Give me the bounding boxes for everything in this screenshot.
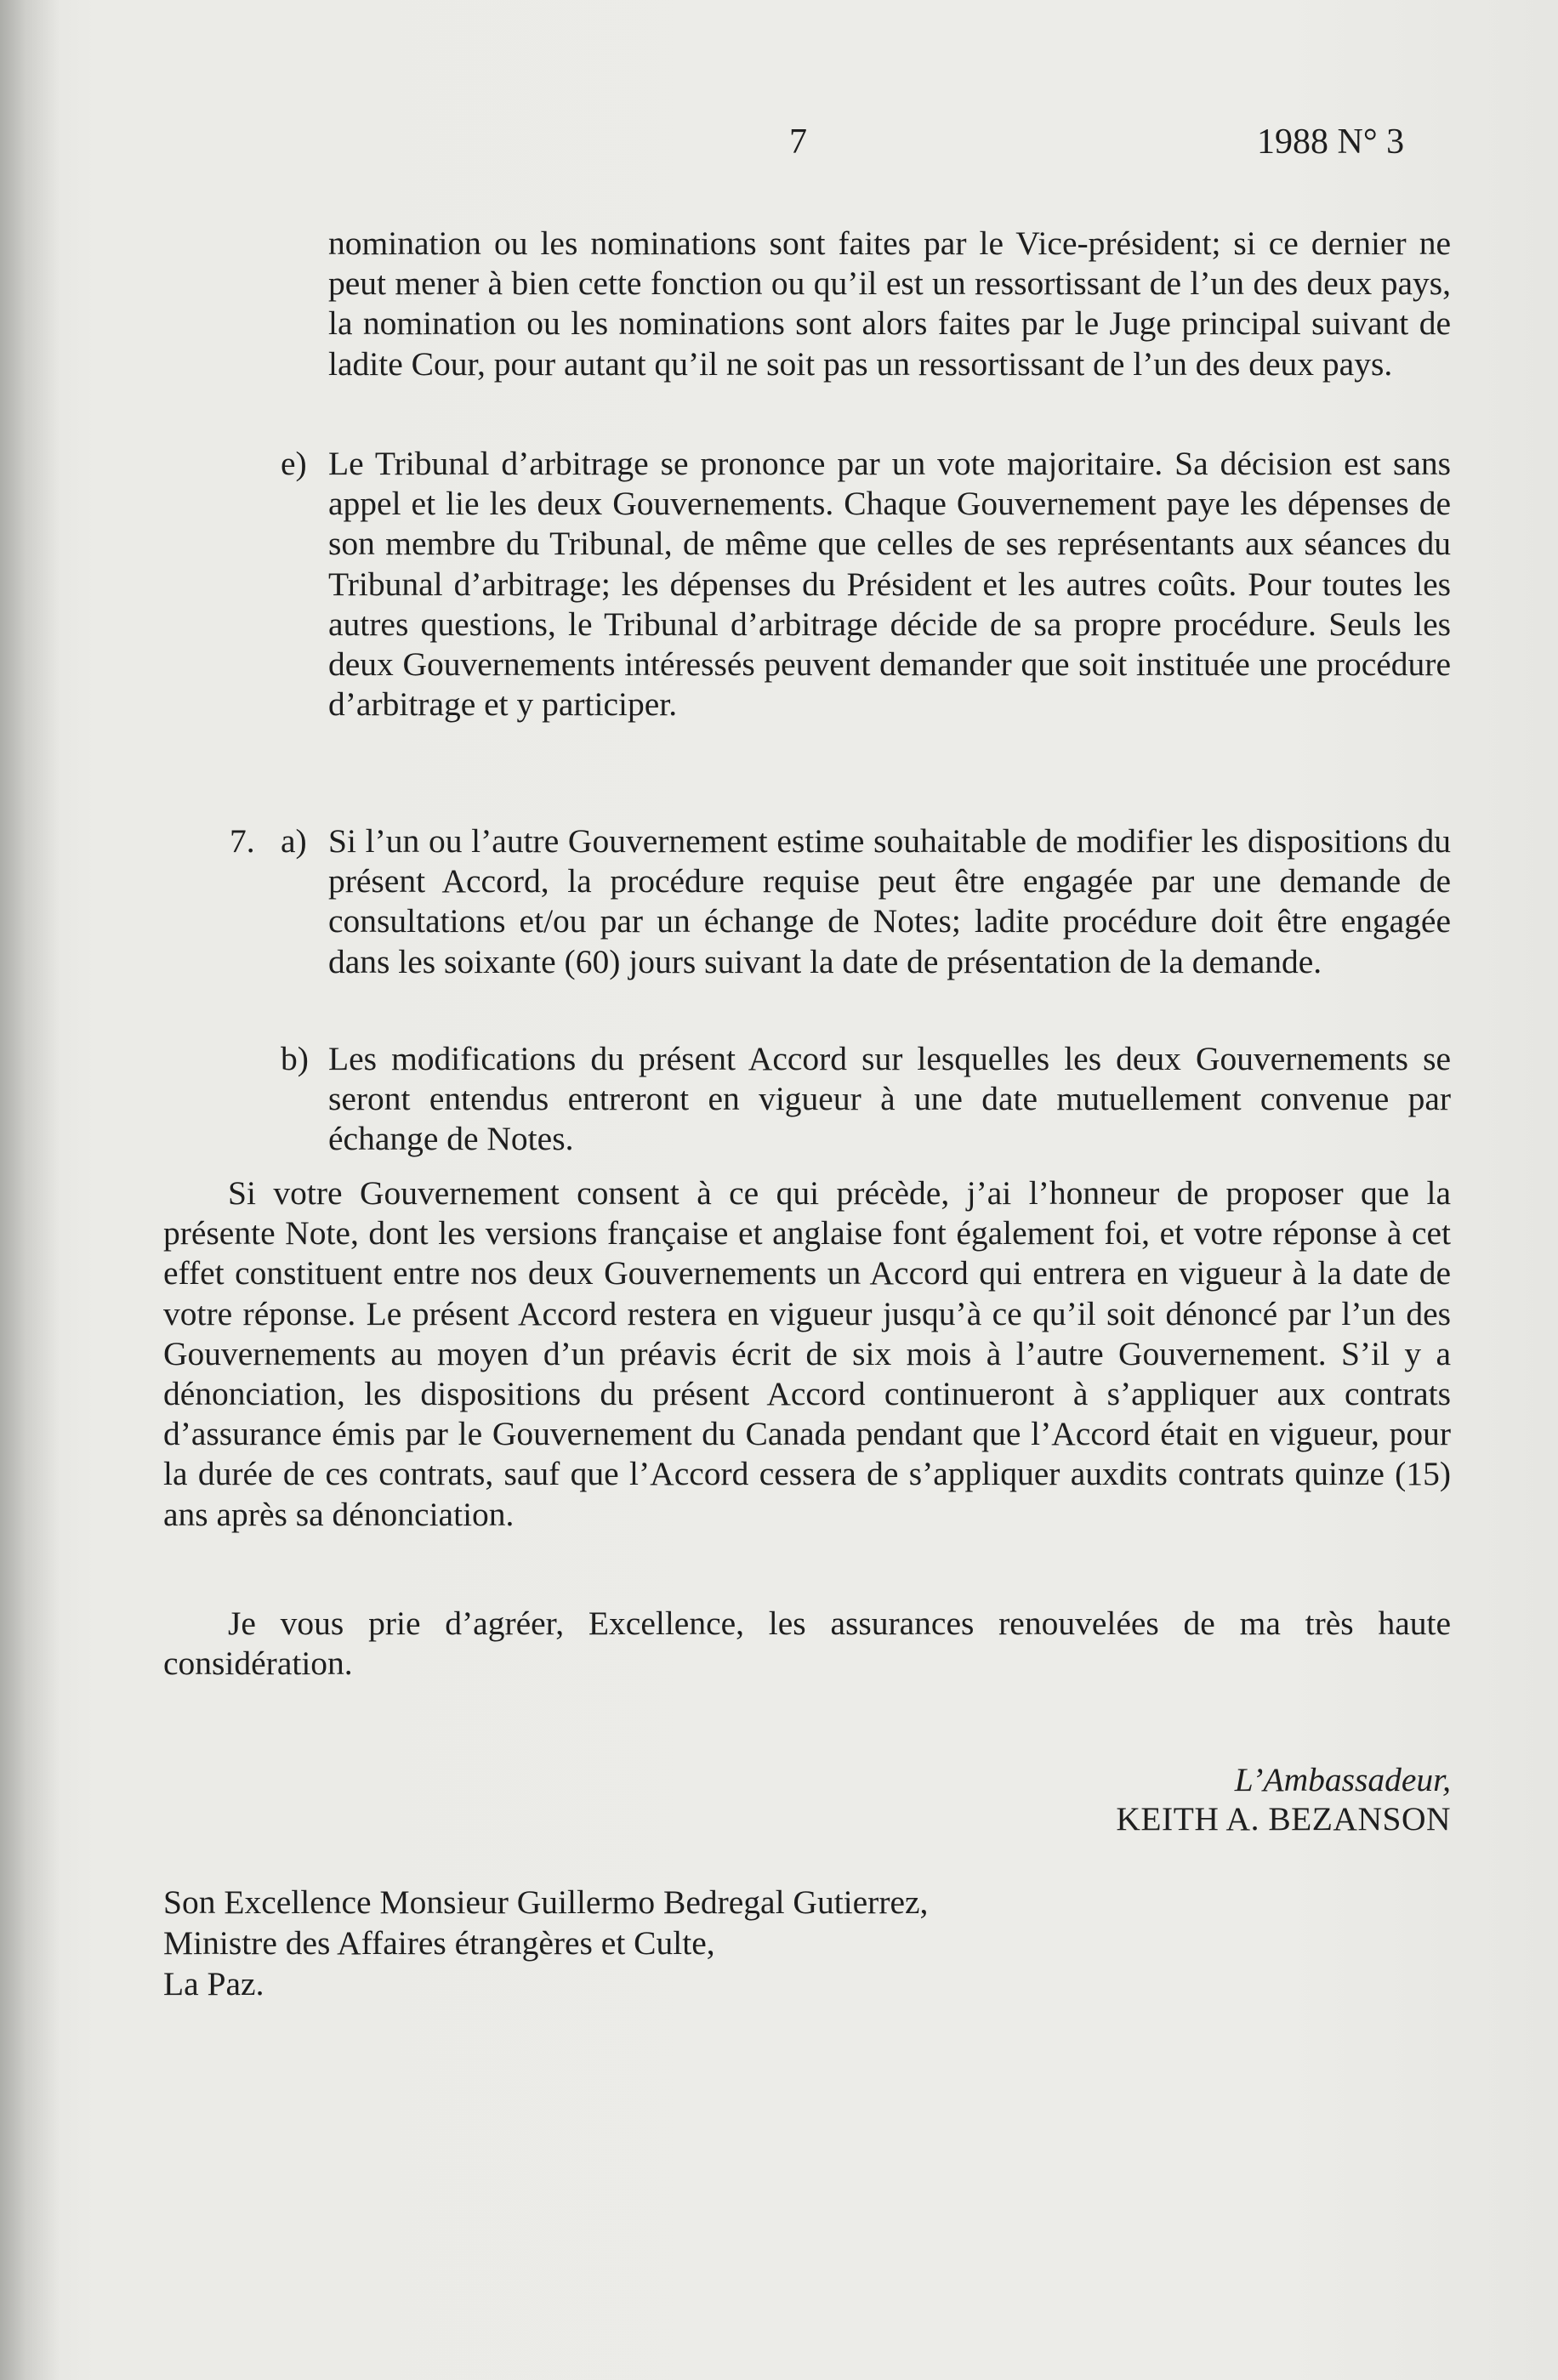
paragraph-nomination: nomination ou les nominations sont faites par le Vice-président; si ce dernier ne peut mener à bien cette fonction ou qu’il est un ressortissant de l’un des deux pays, la nomination ou les nominations sont alors faites par le Juge principal suivant de ladite Cour, pour autant qu’il ne soit pas un ressortissant de l’un des deux pays. <box>328 224 1451 383</box>
signature-name: KEITH A. BEZANSON <box>1116 1800 1451 1838</box>
item-e-text: Le Tribunal d’arbitrage se prononce par un vote majoritaire. Sa décision est sans appel et lie les deux Gouvernements. Chaque Gouvernement paye les dépenses de son membre du Tribunal, de même que celles de ses représentants aux séances du Tribunal d’arbitrage; les dépenses du Président et les autres coûts. Pour toutes les autres questions, le Tribunal d’arbitrage décide de sa propre procédure. Seuls les deux Gouvernements intéressés peuvent demander que soit instituée une procédure d’arbitrage et y participer. <box>328 445 1451 724</box>
series-issue-label: 1988 N° 3 <box>1257 122 1405 162</box>
page-number: 7 <box>789 122 807 162</box>
item-7a-text: Si l’un ou l’autre Gouvernement estime souhaitable de modifier les dispositions du présent Accord, la procédure requise peut être engagée par une demande de consultations et/ou par un échange de Notes; ladite procédure doit être engagée dans les soixante (60) jours suivant la date de présentation de la demande. <box>328 822 1451 980</box>
paragraph-agreement: Si votre Gouvernement consent à ce qui précède, j’ai l’honneur de proposer que la présente Note, dont les versions française et anglaise font également foi, et votre réponse à cet effet constituent entre nos deux Gouvernements un Accord qui entrera en vigueur à la date de votre réponse. Le présent Accord restera en vigueur jusqu’à ce qu’il soit dénoncé par l’un des Gouvernements au moyen d’un préavis écrit de six mois à l’autre Gouvernement. S’il y a dénonciation, les dispositions du présent Accord continueront à s’appliquer aux contrats d’assurance émis par le Gouvernement du Canada pendant que l’Accord était en vigueur, pour la durée de ces contrats, sauf que l’Accord cessera de s’appliquer auxdits contrats quinze (15) ans après sa dénonciation. <box>163 1174 1451 1533</box>
item-7b-text: Les modifications du présent Accord sur lesquelles les deux Gouvernements se seront entendus entreront en vigueur à une date mutuellement convenue par échange de Notes. <box>328 1040 1451 1158</box>
item-e-label: e) <box>281 445 307 482</box>
addressee-line-3: La Paz. <box>163 1965 264 2002</box>
signature-title: L’Ambassadeur, <box>1234 1761 1451 1798</box>
item-7b-label: b) <box>281 1040 309 1077</box>
paragraph-closing: Je vous prie d’agréer, Excellence, les assurances renouvelées de ma très haute considération. <box>163 1605 1451 1683</box>
addressee-line-2: Ministre des Affaires étrangères et Culte, <box>163 1924 715 1962</box>
addressee-line-1: Son Excellence Monsieur Guillermo Bedregal Gutierrez, <box>163 1883 929 1921</box>
item-7a-label: a) <box>281 822 307 860</box>
binding-shadow <box>0 0 60 2380</box>
section-7-label: 7. <box>230 822 255 860</box>
